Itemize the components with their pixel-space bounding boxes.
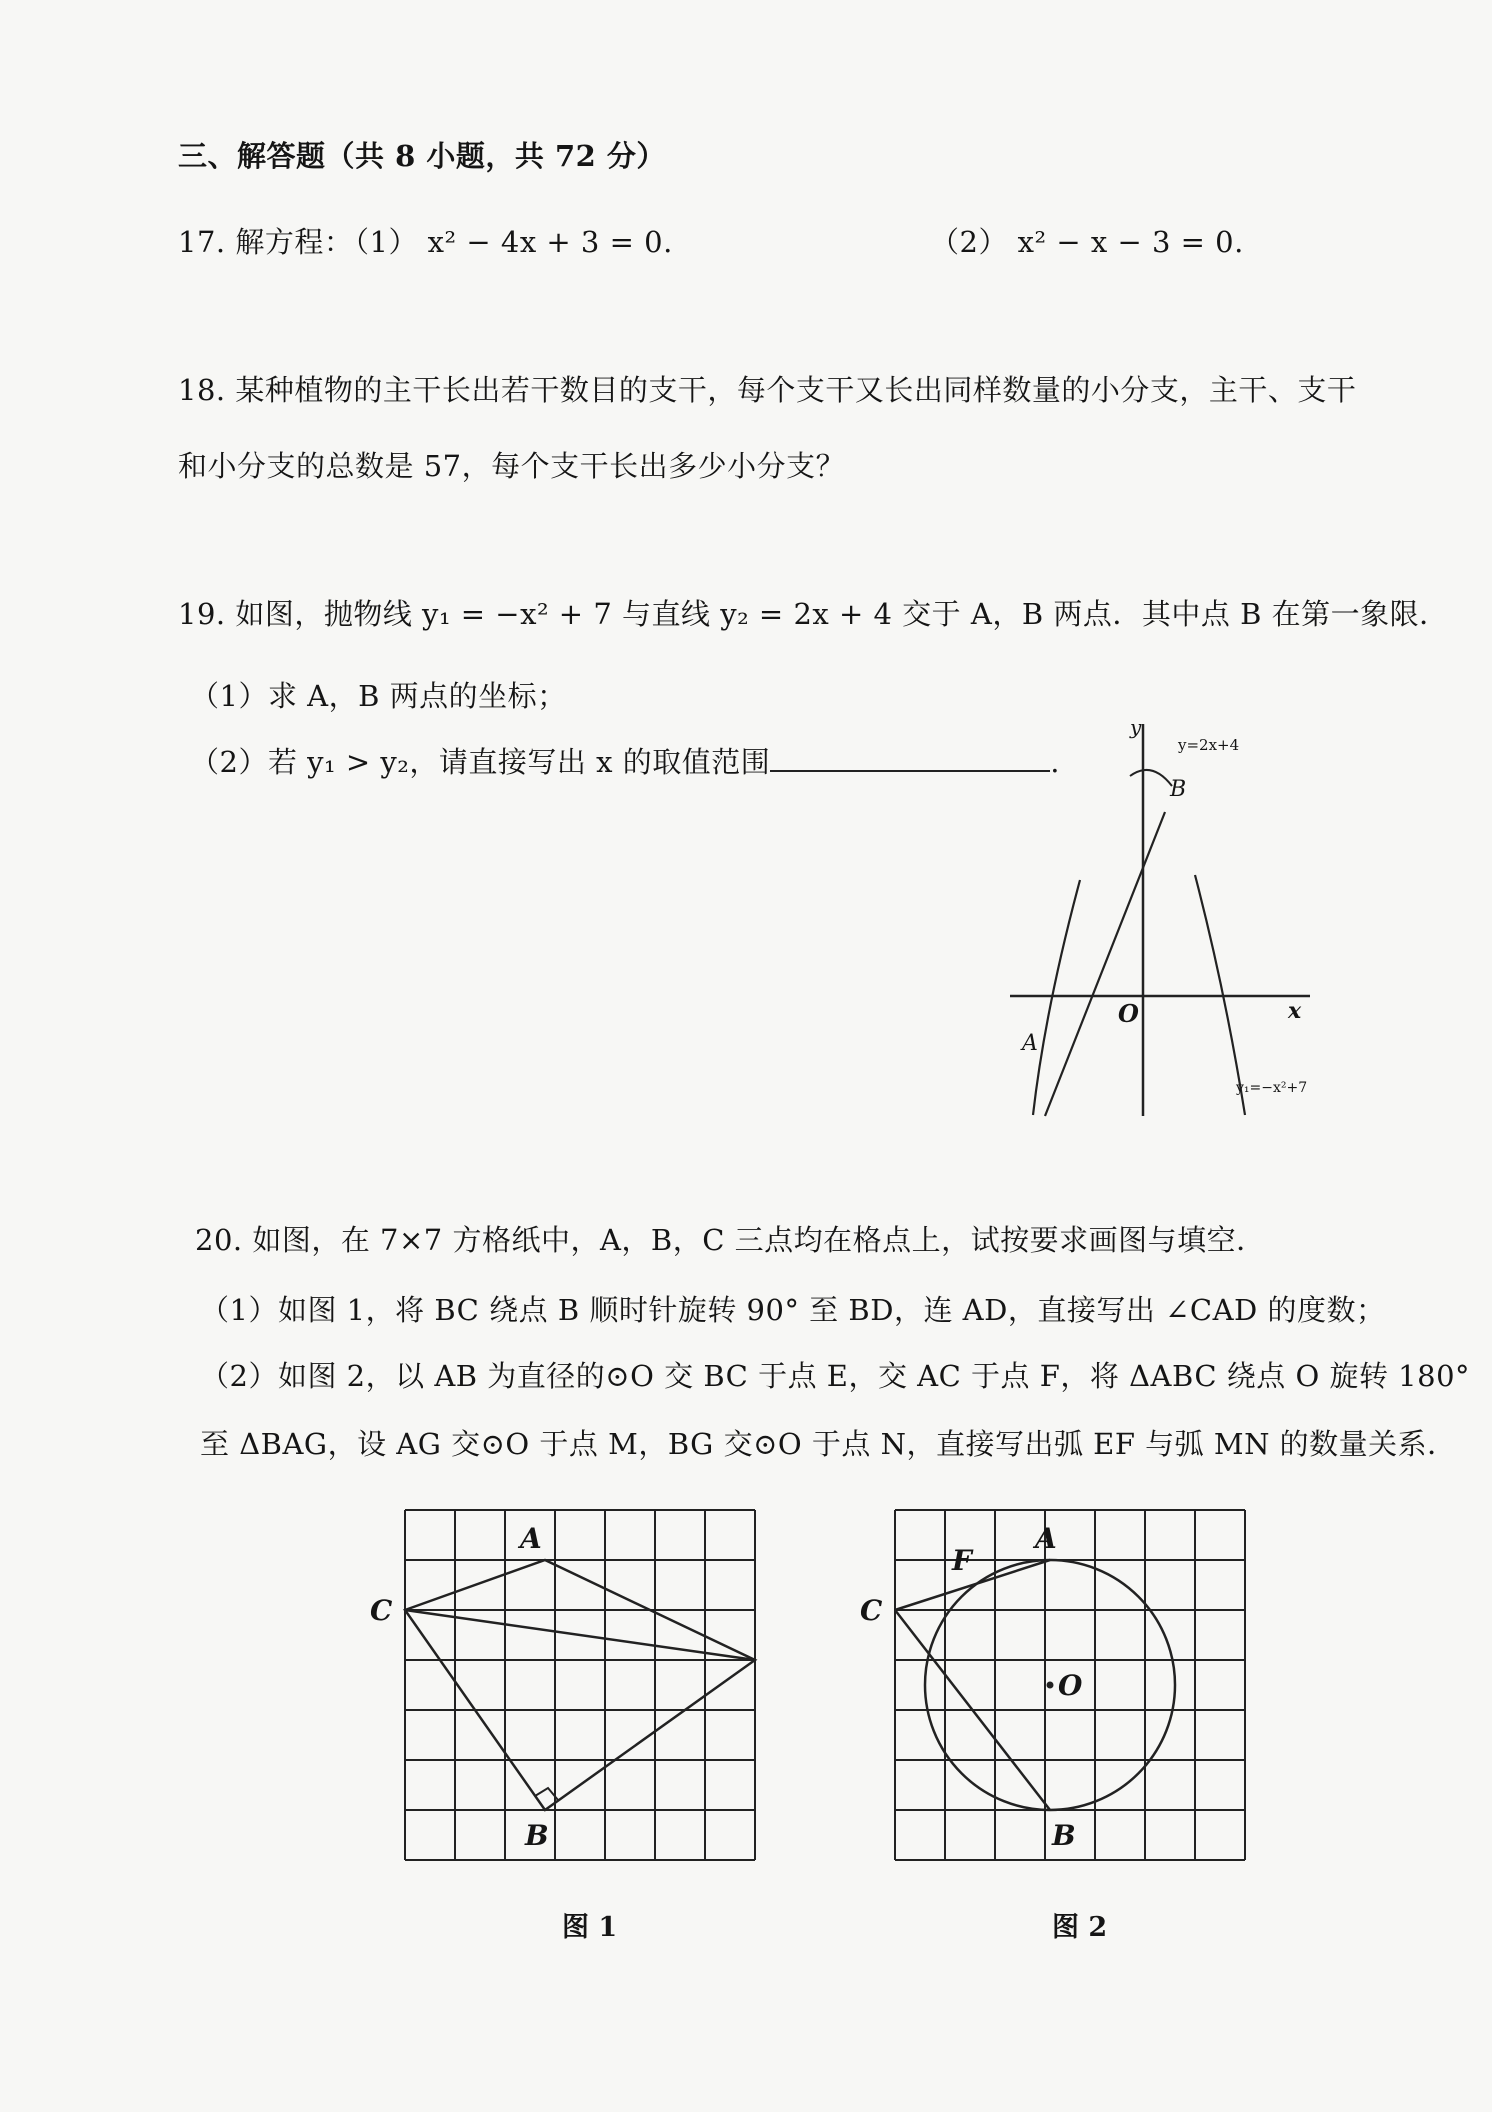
fig2-label-o: O — [1058, 1669, 1083, 1702]
fig2-center-dot — [1047, 1682, 1054, 1689]
parabola-left-branch — [1033, 880, 1080, 1115]
q19-graph — [1000, 715, 1320, 1140]
q20-part2-line1: （2）如图 2，以 AB 为直径的⊙O 交 BC 于点 E，交 AC 于点 F，将 ΔABC 绕点 O 旋转 180° — [200, 1359, 1471, 1393]
x-axis-label: x — [1288, 998, 1302, 1024]
fig2-label-f: F — [952, 1544, 972, 1577]
fig2-segment-ca — [895, 1560, 1050, 1610]
q19-part2-text: （2）若 y₁ > y₂，请直接写出 x 的取值范围 — [190, 745, 771, 779]
q17-label: 17. 解方程： — [178, 225, 354, 259]
fig1-label-b: B — [525, 1819, 549, 1852]
y-axis-label: y — [1130, 715, 1142, 739]
fig1-quadrilateral — [405, 1560, 755, 1810]
parabola-top-arc — [1130, 770, 1172, 786]
q18-line1: 18. 某种植物的主干长出若干数目的支干，每个支干又长出同样数量的小分支，主干、支干 — [178, 373, 1357, 407]
q19-part1: （1）求 A，B 两点的坐标； — [190, 679, 567, 713]
q17-part1: （1） x² − 4x + 3 = 0. — [340, 225, 673, 259]
point-a-label: A — [1022, 1031, 1038, 1056]
q17-part2: （2） x² − x − 3 = 0. — [930, 225, 1244, 259]
q20-part2-line2: 至 ΔBAG，设 AG 交⊙O 于点 M，BG 交⊙O 于点 N，直接写出弧 EF 与弧 MN 的数量关系． — [200, 1427, 1457, 1461]
fig1-grid-diagram — [350, 1490, 770, 1890]
fig1-label-c: C — [370, 1594, 393, 1627]
fig1-label-a: A — [520, 1522, 542, 1555]
fig2-label-a: A — [1035, 1522, 1057, 1555]
q20-stem: 20. 如图，在 7×7 方格纸中，A，B，C 三点均在格点上，试按要求画图与填空． — [195, 1223, 1266, 1257]
point-b-label: B — [1170, 777, 1187, 802]
q19-stem: 19. 如图，抛物线 y₁ = −x² + 7 与直线 y₂ = 2x + 4 交于 A，B 两点．其中点 B 在第一象限． — [178, 597, 1449, 631]
fig2-grid-diagram — [840, 1490, 1260, 1890]
section-heading: 三、解答题（共 8 小题，共 72 分） — [178, 139, 666, 173]
parabola-label: y₁=−x²+7 — [1236, 1080, 1308, 1096]
line-label: y=2x+4 — [1178, 736, 1240, 754]
q18-line2: 和小分支的总数是 57，每个支干长出多少小分支？ — [178, 449, 846, 483]
line-y2 — [1045, 812, 1165, 1116]
fig2-caption: 图 2 — [1052, 1912, 1108, 1943]
q20-part1: （1）如图 1，将 BC 绕点 B 顺时针旋转 90° 至 BD，连 AD，直接写出 ∠CAD 的度数； — [200, 1293, 1386, 1327]
fig1-caption: 图 1 — [562, 1912, 618, 1943]
q19-part2 — [190, 742, 1060, 782]
fig2-label-c: C — [860, 1594, 883, 1627]
origin-label: O — [1118, 999, 1139, 1028]
fig2-label-b: B — [1052, 1819, 1076, 1852]
q19-part2-end: . — [1050, 745, 1060, 779]
